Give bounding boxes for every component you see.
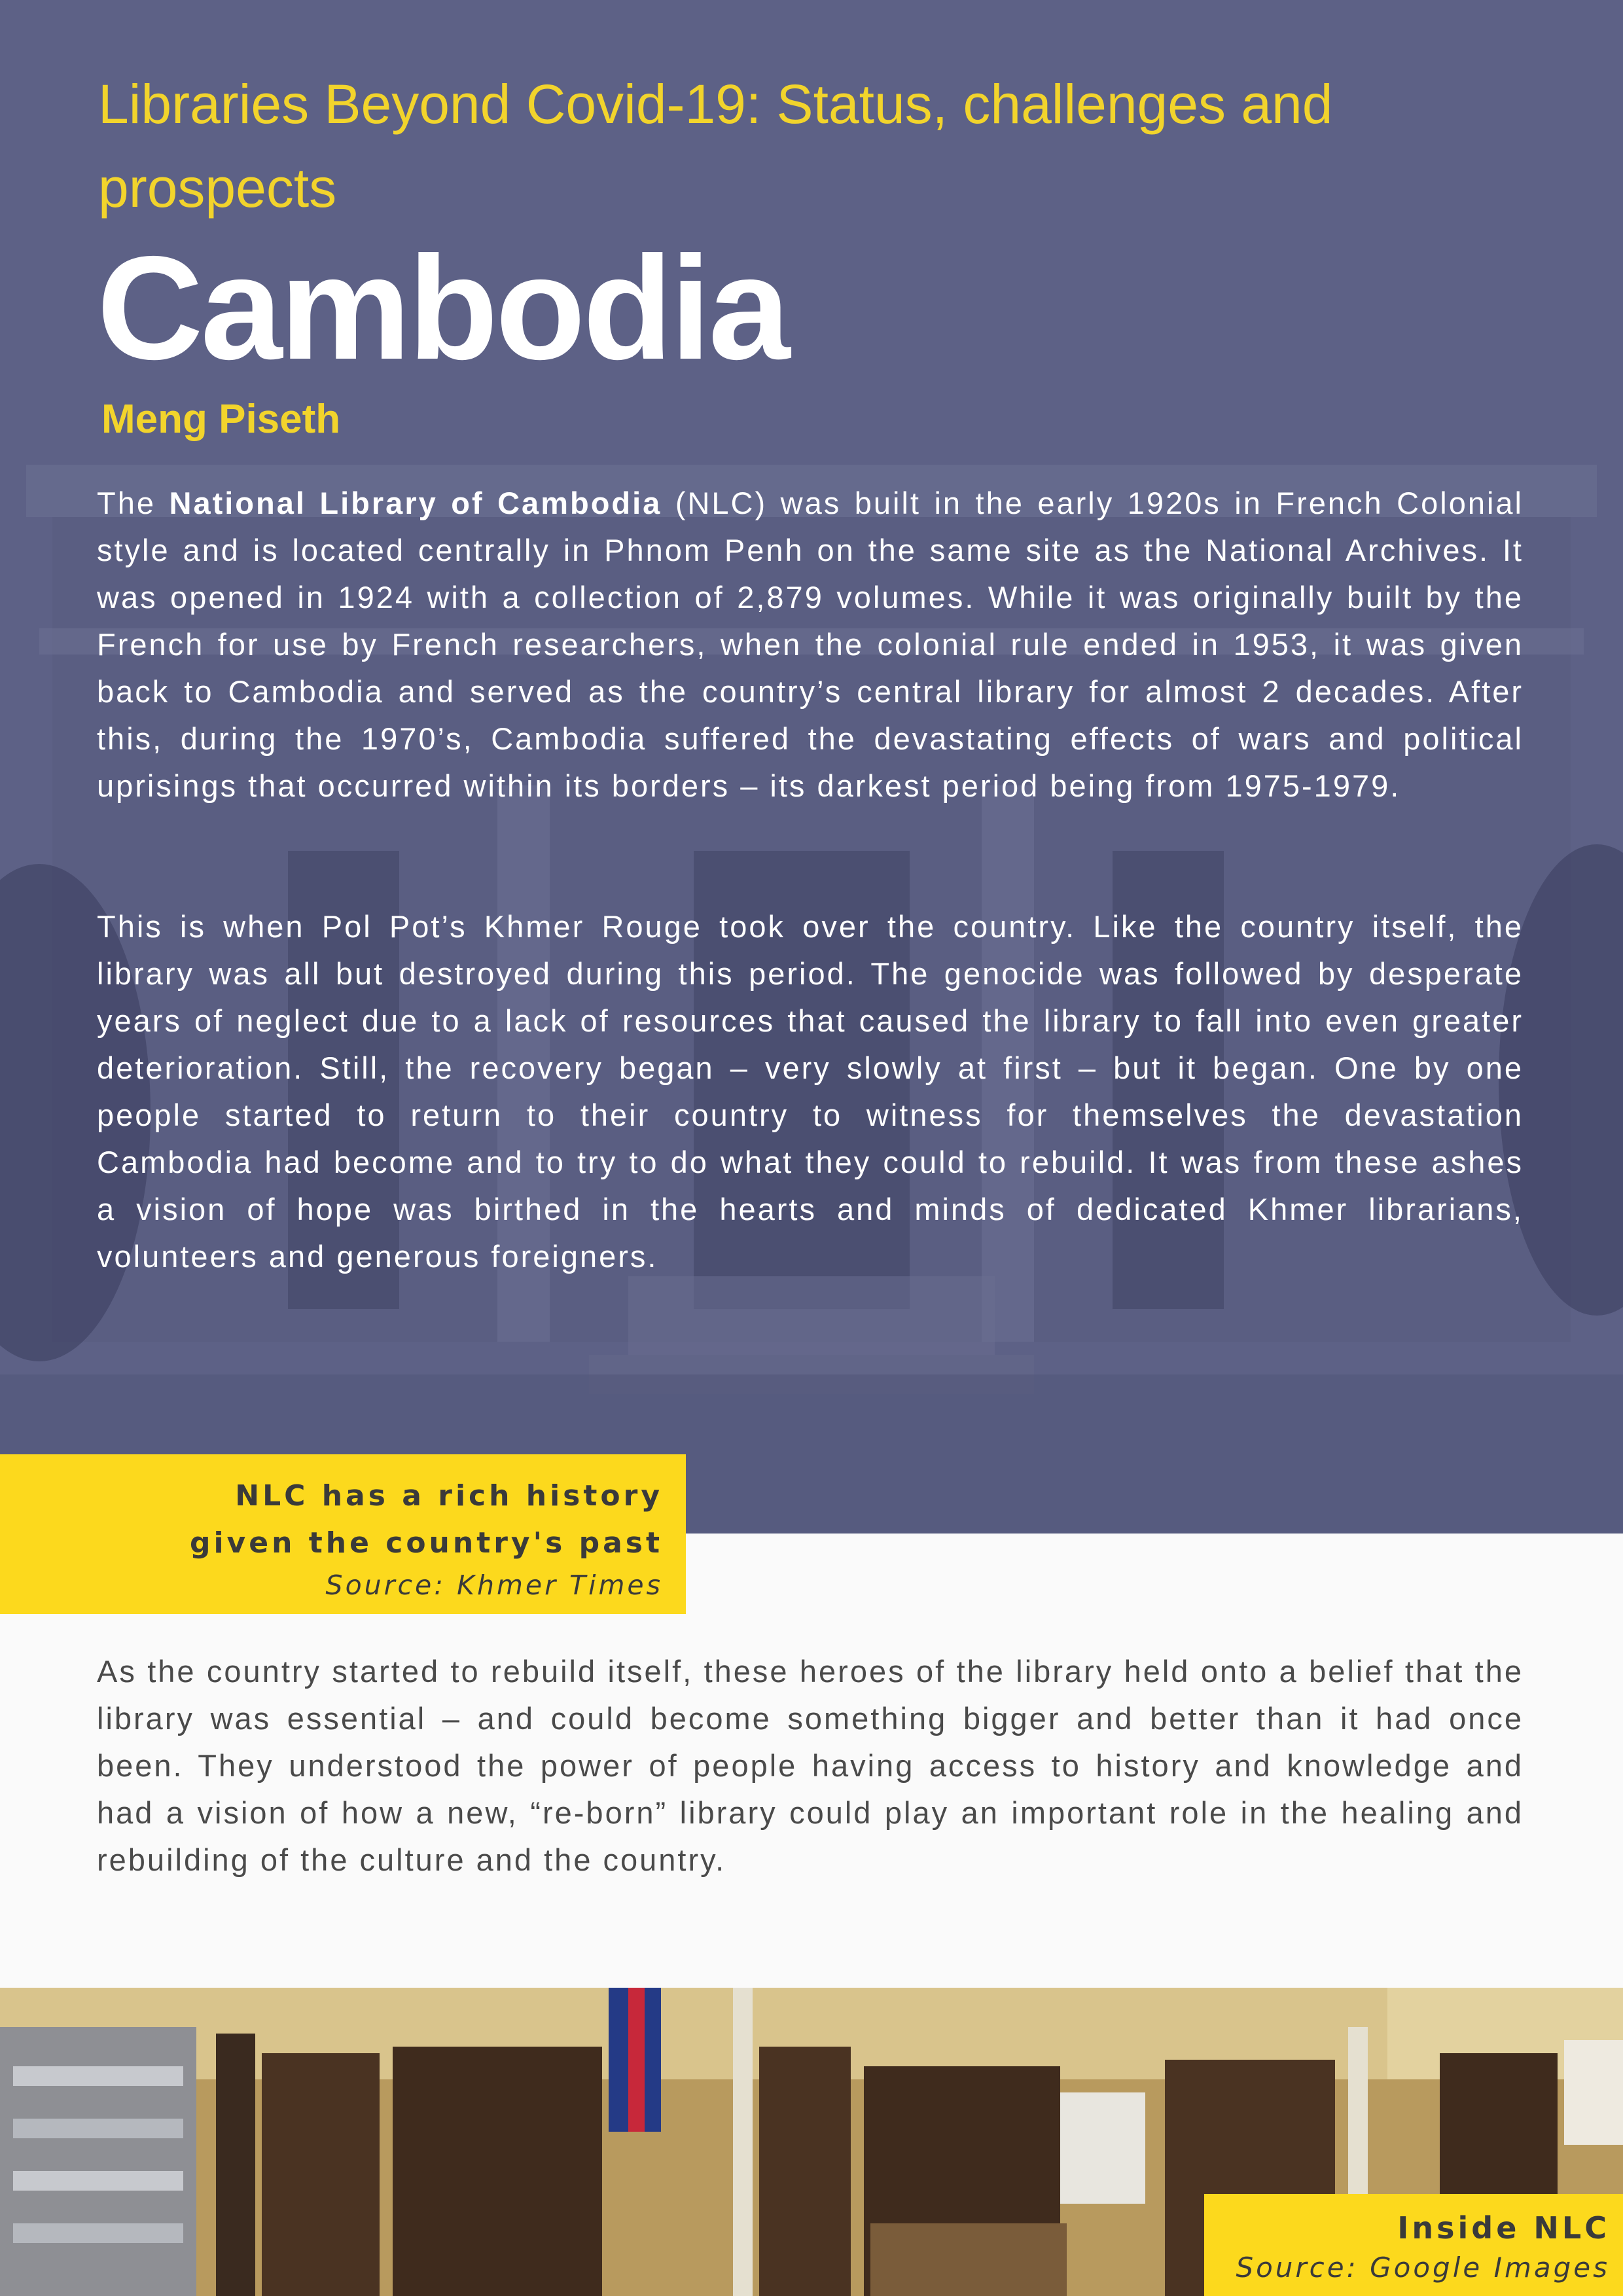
interior-caption-title: Inside NLC [1397,2210,1610,2246]
page-title: Cambodia [97,225,788,390]
paragraph-3: As the country started to rebuild itself, these heroes of the library held onto a belief that the library was essential – and could become something bigger and better than it had once been. They understood the power of people having access to history and knowledge and had a vision of how a new, “re-born” library could play an important role in the healing and rebuilding of the culture and the country. [97,1654,1524,1877]
building-caption-title: NLC has a rich history given the country's past [189,1479,663,1560]
author-name: Meng Piseth [101,397,341,442]
paragraph-1-rest: (NLC) was built in the early 1920s in French Colonial style and is located centrally in Phnom Penh on the same site as the National Archives. It was opened in 1924 with a collection of 2,879 volumes. While it was originally built by the French for use by French researchers, when the colonial rule ended in 1953, it was given back to Cambodia and served as the country’s central library for almost 2 decades. After this, during the 1970’s, Cambodia suffered the devastating effects of wars and political uprisings that occurred within its borders – its darkest period being from 1975-1979. [97,486,1524,803]
interior-caption [1204,2194,1623,2296]
interior-caption-source: Source: Google Images [1236,2251,1610,2284]
series-title: Libraries Beyond Covid-19: Status, challenges and prospects [98,73,1333,219]
paragraph-2: This is when Pol Pot’s Khmer Rouge took over the country. Like the country itself, the library was all but destroyed during this period. The genocide was followed by desperate years of neglect due to a lack of resources that caused the library to fall into even greater deterioration. Still, the recovery began – very slowly at first – but it began. One by one people started to return to their country to witness for themselves the devastation Cambodia had become and to try to do what they could to rebuild. It was from these ashes a vision of hope was birthed in the hearts and minds of dedicated Khmer librarians, volunteers and generous foreigners. [97,909,1524,1274]
paragraph-1-lead: The [97,486,169,520]
building-caption-source: Source: Khmer Times [325,1570,663,1601]
paragraph-1-bold: National Library of Cambodia [169,486,662,520]
building-caption [0,1454,686,1614]
paragraph-1 [97,480,1524,810]
